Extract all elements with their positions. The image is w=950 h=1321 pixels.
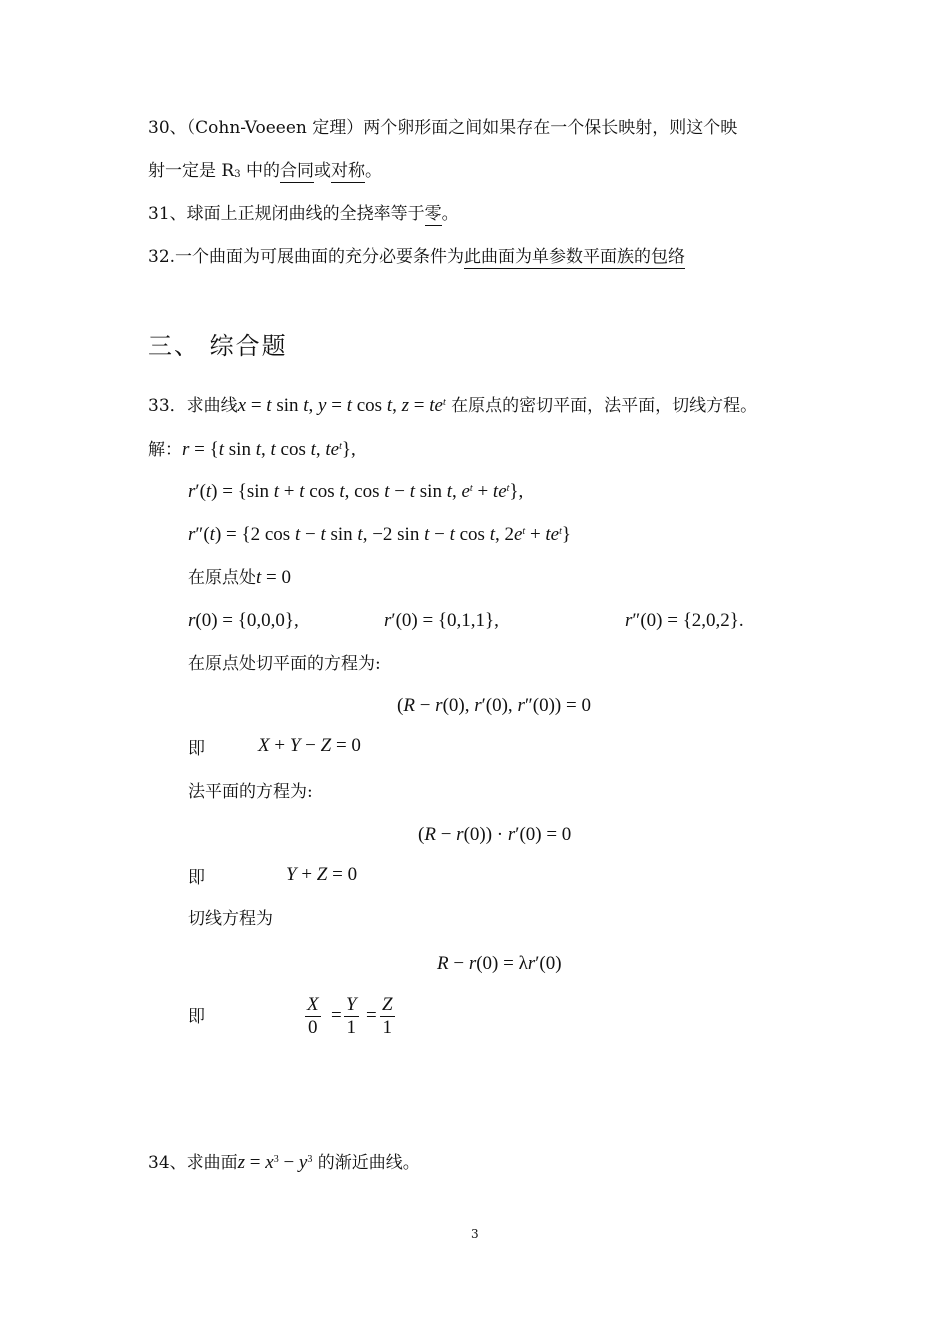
eq-normal-result: Y + Z = 0 — [286, 864, 358, 885]
eq-tangent-line: R − r(0) = λr′(0) — [437, 953, 562, 974]
q32-answer: 此曲面为单参数平面族的包络 — [464, 247, 686, 267]
q33-question: 33．求曲线x = t sin t, y = t cos t, $z = te^t$ 在原点的密切平面，法平面，切线方程。 — [148, 395, 758, 416]
q32-line: 32.一个曲面为可展曲面的充分必要条件为此曲面为单参数平面族的包络 — [148, 247, 686, 267]
tangent-plane-label: 在原点处切平面的方程为: — [188, 654, 381, 674]
frac-z-over-1: $\frac{Z}{1}$ — [382, 994, 393, 1038]
q30-line1: 30、（Cohn-Voeeen 定理）两个卵形面之间如果存在一个保长映射，则这个映 — [148, 118, 738, 138]
normal-plane-label: 法平面的方程为: — [188, 782, 313, 802]
page-number: 3 — [471, 1227, 479, 1241]
frac-y-over-1: $\frac{Y}{1}$ — [346, 994, 357, 1038]
at-origin-line: 在原点处t = 0 — [188, 567, 291, 588]
ji-3: 即 — [188, 1007, 205, 1027]
q30-line2: 射一定是 $R_3$ 中的合同或对称。 — [148, 161, 382, 181]
q30-answer-2: 对称 — [331, 161, 365, 181]
eq-r0-double-prime: r″(0) = {2,0,2}. — [625, 610, 744, 631]
eq-r0: r(0) = {0,0,0}, — [188, 610, 299, 631]
eq-r0-prime: r′(0) = {0,1,1}, — [384, 610, 499, 631]
q31-answer: 零 — [424, 204, 442, 224]
solution-r: 解：r = {t sin t, t cos t, $te^t$}, — [148, 439, 356, 460]
eq-plane-result: X + Y − Z = 0 — [258, 735, 361, 756]
q30-answer-1: 合同 — [280, 161, 314, 181]
equals-1: = — [331, 1005, 342, 1026]
ji-2: 即 — [188, 868, 205, 888]
q34-question: 34、求曲面$z = x^3 - y^3$ 的渐近曲线。 — [148, 1152, 420, 1173]
eq-osculating-plane: (R − r(0), r′(0), r″(0)) = 0 — [397, 695, 591, 716]
ji-1: 即 — [188, 739, 205, 759]
tangent-line-label: 切线方程为 — [188, 909, 273, 929]
equals-2: = — [366, 1005, 377, 1026]
section-title: 三、 综合题 — [148, 332, 288, 360]
eq-r-prime: r′(t) = {sin t + t cos t, cos t − t sin t, $e^t + te^t$}, — [188, 481, 524, 502]
eq-r-double-prime: r″(t) = {2 cos t − t sin t, −2 sin t − t cos t, $2e^t + te^t$} — [188, 524, 572, 545]
q31-line: 31、球面上正规闭曲线的全挠率等于零。 — [148, 204, 459, 224]
eq-normal-plane: (R − r(0)) · r′(0) = 0 — [418, 824, 572, 845]
frac-x-over-0: $\frac{X}{0}$ — [307, 994, 319, 1038]
